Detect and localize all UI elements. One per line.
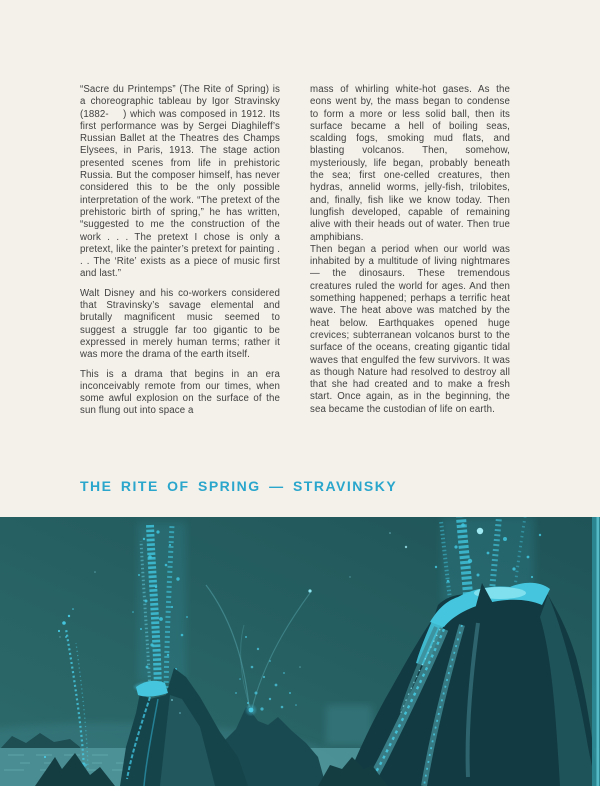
left-column	[80, 84, 280, 418]
body-paragraph: This is a drama that begins in an era inconceivably remote from our times, when some awful explosion on the surface of the sun flung out into space a	[80, 368, 280, 417]
left-volcano-eruption	[132, 522, 188, 693]
right-edge-strip	[592, 517, 600, 786]
body-paragraph: Walt Disney and his co-workers considered that Stravinsky’s savage elemental and brutally magnificent music seemed to suggest a struggle far too gigantic to be expressed in merely human terms; rather it was more the drama of the earth itself.	[80, 287, 280, 361]
section-title: THE RITE OF SPRING — STRAVINSKY	[80, 478, 398, 494]
body-paragraph: mass of whirling white-hot gases. As the eons went by, the mass began to condense to form a more or less solid ball, then its surface became a hell of boiling seas, scalding fogs, smoking mud flats, and blasting volcanos. Then, somehow, mysteriously, life began, probably beneath the sea; first one-celled creatures, then hydras, annelid worms, jelly-fish, trilobites, and, finally, fish like we know today. Then lungfish developed, capable of remaining alive with their heads out of water. Then true amphibians.	[310, 84, 510, 243]
body-paragraph: Then began a period when our world was inhabited by a multitude of living nightmares — the dinosaurs. These tremendous creatures ruled the world for ages. And then something happened; perhaps a terrific heat wave. The heat above was matched by the heat below. Earthquakes opened huge crevices; subterranean volcanos burst to the surface of the oceans, creating gigantic tidal waves that engulfed the few survivors. It was as though Nature had resolved to destroy all that she had created and to make a fresh start. Once again, as in the beginning, the sea became the custodian of life on earth.	[310, 243, 510, 415]
right-column	[310, 84, 510, 418]
rite-of-spring-illustration	[0, 517, 600, 786]
volcanic-eruption-scene	[0, 517, 600, 786]
body-paragraph: “Sacre du Printemps” (The Rite of Spring) is a choreographic tableau by Igor Stravinsky (1882- ) which was composed in 1912. Its first performance was by Sergei Diaghileff’s Russian Ballet at the Theatres des Champs Elysees, in Paris, 1913. The stage action presented scenes from life in prehistoric Russia. But the composer himself, has never considered this to be the only possible interpretation of the work. “The pretext of the prehistoric birth of spring,” he has written, “suggested to me the construction of the work . . . The pretext I chose is only a pretext, like the painter’s pretext for painting . . . The ‘Rite’ exists as a piece of music first and last.”	[80, 84, 280, 280]
article-body	[80, 84, 510, 418]
